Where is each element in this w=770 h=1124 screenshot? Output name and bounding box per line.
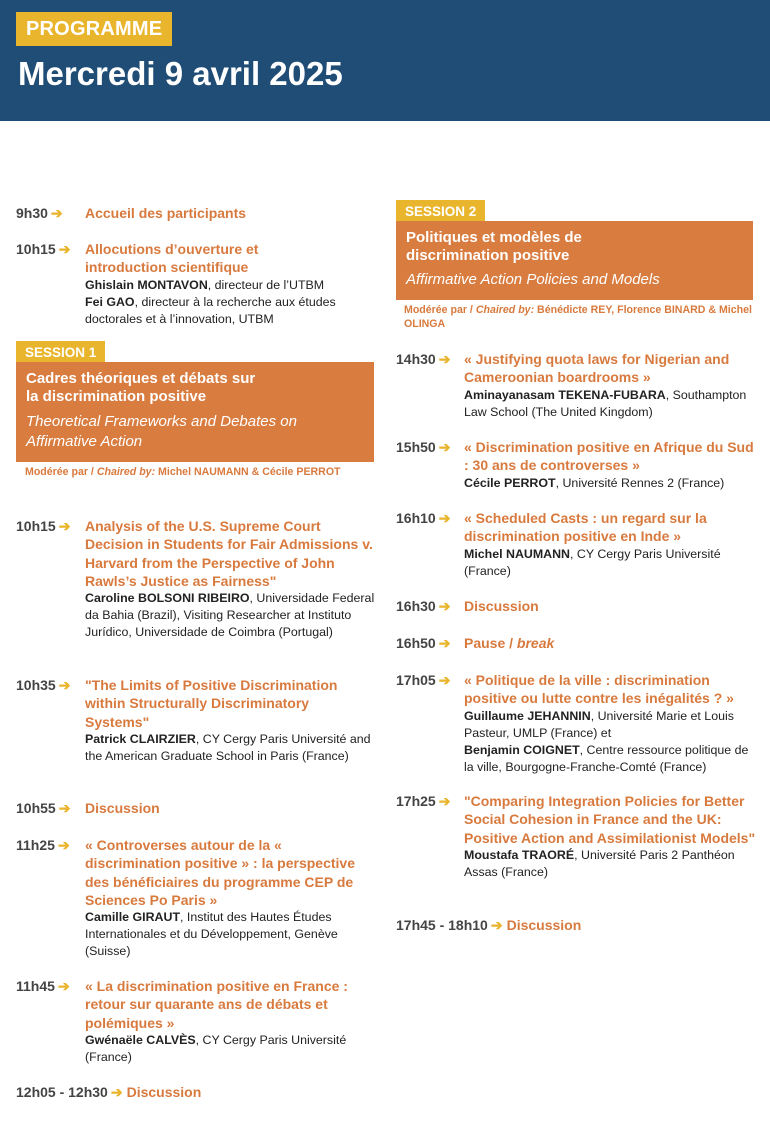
item-title: Discussion xyxy=(506,917,582,933)
speaker: Camille GIRAUT, Institut des Hautes Études Internationales et du Développement, Genève (Suisse) xyxy=(85,910,338,959)
arrow-icon: ➔ xyxy=(58,800,71,816)
time-label: 17h05 xyxy=(396,672,436,688)
speaker-name: Benjamin COIGNET xyxy=(464,742,580,757)
item-title: Allocutions d’ouverture et introduction scientifique xyxy=(85,241,259,276)
time-label: 17h25 xyxy=(396,793,436,809)
speaker: Aminayanasam TEKENA-FUBARA, Southampton Law School (The United Kingdom) xyxy=(464,387,747,419)
speaker-name: Fei GAO xyxy=(85,294,135,309)
time-label: 11h45 xyxy=(16,978,55,994)
session-title-fr: Cadres théoriques et débats sur la discrimination positive xyxy=(26,370,256,405)
arrow-icon: ➔ xyxy=(58,518,71,534)
time-label: 16h10 xyxy=(396,510,436,526)
time-label: 12h05 - 12h30 xyxy=(16,1084,108,1100)
speaker: Patrick CLAIRZIER, CY Cergy Paris Université and the American Graduate School in Paris (France) xyxy=(85,731,371,763)
speaker: Caroline BOLSONI RIBEIRO, Universidade Federal da Bahia (Brazil), Visiting Researcher at Instituto Jurídico, Universidade de Coimbra (Portugal) xyxy=(85,591,375,640)
arrow-icon: ➔ xyxy=(58,677,71,693)
speaker: Benjamin COIGNET, Centre ressource politique de la ville, Bourgogne-Franche-Comté (France) xyxy=(464,742,749,774)
page-title: Mercredi 9 avril 2025 xyxy=(18,55,343,92)
item-title: « Scheduled Casts : un regard sur la discrimination positive en Inde » xyxy=(464,510,707,545)
arrow-icon: ➔ xyxy=(490,917,503,933)
speaker-name: Gwénaële CALVÈS xyxy=(85,1032,196,1047)
item-title: « Justifying quota laws for Nigerian and Cameroonian boardrooms » xyxy=(464,351,730,386)
speaker: Moustafa TRAORÉ, Université Paris 2 Panthéon Assas (France) xyxy=(464,847,735,879)
time-label: 15h50 xyxy=(396,439,436,455)
speaker-name: Patrick CLAIRZIER xyxy=(85,731,196,746)
arrow-icon: ➔ xyxy=(438,598,451,614)
speaker: Gwénaële CALVÈS, CY Cergy Paris Université (France) xyxy=(85,1032,347,1064)
item-title: « Politique de la ville : discrimination positive ou lutte contre les inégalités ? » xyxy=(464,672,734,707)
speaker-name: Caroline BOLSONI RIBEIRO xyxy=(85,591,250,606)
arrow-icon: ➔ xyxy=(50,205,63,221)
programme-badge: PROGRAMME xyxy=(16,12,172,46)
header-banner xyxy=(0,0,770,121)
speaker-name: Camille GIRAUT xyxy=(85,910,181,925)
item-title: Accueil des participants xyxy=(85,205,247,221)
arrow-icon: ➔ xyxy=(438,510,451,526)
time-label: 16h50 xyxy=(396,635,436,651)
item-title: Discussion xyxy=(85,800,160,816)
speaker: Fei GAO, directeur à la recherche aux études doctorales et à l’innovation, UTBM xyxy=(85,294,336,326)
speaker: Guillaume JEHANNIN, Université Marie et Louis Pasteur, UMLP (France) et xyxy=(464,708,734,740)
time-label: 10h15 xyxy=(16,518,56,534)
arrow-icon: ➔ xyxy=(438,439,451,455)
session-box xyxy=(16,362,374,462)
time-label: 14h30 xyxy=(396,351,436,367)
speaker-name: Ghislain MONTAVON xyxy=(85,277,208,292)
time-label: 10h15 xyxy=(16,241,56,257)
speaker-name: Guillaume JEHANNIN xyxy=(464,708,591,723)
arrow-icon: ➔ xyxy=(110,1084,123,1100)
chair-line: Modérée par / Chaired by: Michel NAUMANN & Cécile PERROT xyxy=(25,466,341,478)
time-label: 10h35 xyxy=(16,677,56,693)
session-badge: SESSION 2 xyxy=(396,200,485,222)
item-title: « Controverses autour de la « discrimination positive » : la perspective des bénéficiaires du programme CEP de Sciences Po Paris » xyxy=(85,837,355,908)
item-title: "Comparing Integration Policies for Better Social Cohesion in France and the UK: Positive Action and Assimilationist Models" xyxy=(464,793,756,846)
item-title: "The Limits of Positive Discrimination within Structurally Discriminatory Systems" xyxy=(85,677,338,730)
session-badge: SESSION 1 xyxy=(16,341,105,363)
speaker-name: Aminayanasam TEKENA-FUBARA xyxy=(464,387,666,402)
time-label: 10h55 xyxy=(16,800,56,816)
item-title: Pause / break xyxy=(464,635,555,651)
speaker: Michel NAUMANN, CY Cergy Paris Université (France) xyxy=(464,546,721,578)
arrow-icon: ➔ xyxy=(57,978,70,994)
session-title-fr: Politiques et modèles de discrimination positive xyxy=(406,229,582,264)
time-label: 17h45 - 18h10 xyxy=(396,917,488,933)
session-box xyxy=(396,221,753,300)
speaker-name: Michel NAUMANN xyxy=(464,546,571,561)
arrow-icon: ➔ xyxy=(438,793,451,809)
item-title: « La discrimination positive en France : retour sur quarante ans de débats et polémiques » xyxy=(85,978,348,1031)
session-title-en: Affirmative Action Policies and Models xyxy=(406,271,660,288)
chair-line: Modérée par / Chaired by: Bénédicte REY, Florence BINARD & Michel OLINGA xyxy=(404,304,752,330)
arrow-icon: ➔ xyxy=(438,635,451,651)
session-title-en: Theoretical Frameworks and Debates on Affirmative Action xyxy=(26,413,297,450)
time-label: 11h25 xyxy=(16,837,55,853)
time-label: 9h30 xyxy=(16,205,48,221)
arrow-icon: ➔ xyxy=(438,351,451,367)
time-label: 16h30 xyxy=(396,598,436,614)
arrow-icon: ➔ xyxy=(58,241,71,257)
item-title: Discussion xyxy=(464,598,539,614)
item-title: Discussion xyxy=(126,1084,202,1100)
speaker-name: Cécile PERROT xyxy=(464,475,556,490)
item-title: Analysis of the U.S. Supreme Court Decision in Students for Fair Admissions v. Harvard from the Perspective of John Rawls’s Justice as Fairness" xyxy=(85,518,373,589)
item-title: « Discrimination positive en Afrique du Sud : 30 ans de controverses » xyxy=(464,439,754,474)
speaker-name: Moustafa TRAORÉ xyxy=(464,847,575,862)
arrow-icon: ➔ xyxy=(438,672,451,688)
arrow-icon: ➔ xyxy=(57,837,70,853)
speaker: Cécile PERROT, Université Rennes 2 (France) xyxy=(464,475,725,490)
speaker: Ghislain MONTAVON, directeur de l’UTBM xyxy=(85,277,325,292)
